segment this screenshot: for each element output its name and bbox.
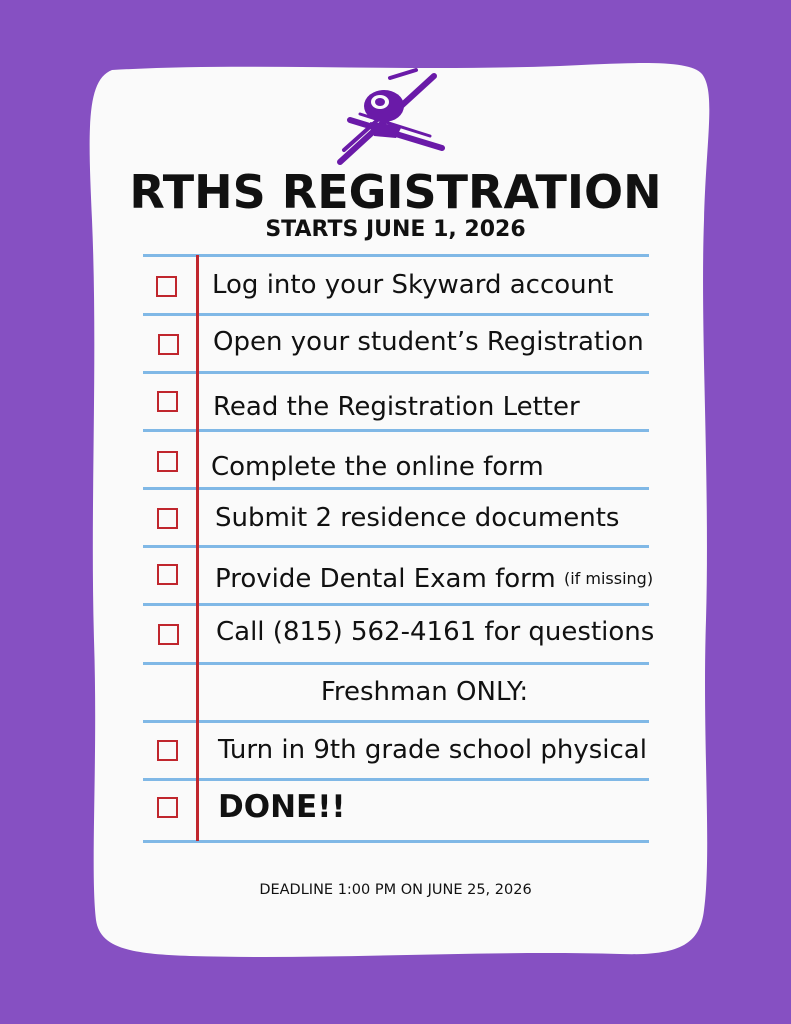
rule-line <box>143 603 649 606</box>
start-date: STARTS JUNE 1, 2026 <box>265 217 526 242</box>
rule-line <box>143 545 649 548</box>
checkbox[interactable] <box>157 564 178 585</box>
list-item: Complete the online form <box>211 452 544 482</box>
checkbox[interactable] <box>157 508 178 529</box>
checkbox[interactable] <box>158 624 179 645</box>
list-item: Log into your Skyward account <box>212 270 614 300</box>
rule-line <box>143 487 649 490</box>
list-item-note: (if missing) <box>563 569 654 588</box>
checkbox[interactable] <box>157 451 178 472</box>
done-item: DONE!! <box>218 789 346 825</box>
list-item <box>215 563 653 595</box>
margin-line <box>196 255 199 841</box>
rule-line <box>143 778 649 781</box>
rule-line <box>143 662 649 665</box>
rule-line <box>143 313 649 316</box>
rule-line <box>143 371 649 374</box>
rule-line <box>143 429 649 432</box>
list-item: Call (815) 562-4161 for questions <box>216 617 655 647</box>
checkbox[interactable] <box>157 740 178 761</box>
checkbox[interactable] <box>157 797 178 818</box>
list-item: Read the Registration Letter <box>213 392 580 422</box>
list-item-label: Provide Dental Exam form <box>215 564 556 594</box>
rule-line <box>143 840 649 843</box>
checkbox[interactable] <box>158 334 179 355</box>
list-item: Turn in 9th grade school physical <box>218 735 647 765</box>
deadline-text: DEADLINE 1:00 PM ON JUNE 25, 2026 <box>259 882 532 898</box>
page-title: RTHS REGISTRATION <box>129 165 662 219</box>
freshman-heading: Freshman ONLY: <box>320 677 529 707</box>
list-item: Open your student’s Registration <box>213 327 644 357</box>
checkbox[interactable] <box>157 391 178 412</box>
rule-line <box>143 254 649 257</box>
checkbox[interactable] <box>156 276 177 297</box>
rule-line <box>143 720 649 723</box>
logo-icon <box>330 66 450 172</box>
list-item: Submit 2 residence documents <box>215 503 620 533</box>
